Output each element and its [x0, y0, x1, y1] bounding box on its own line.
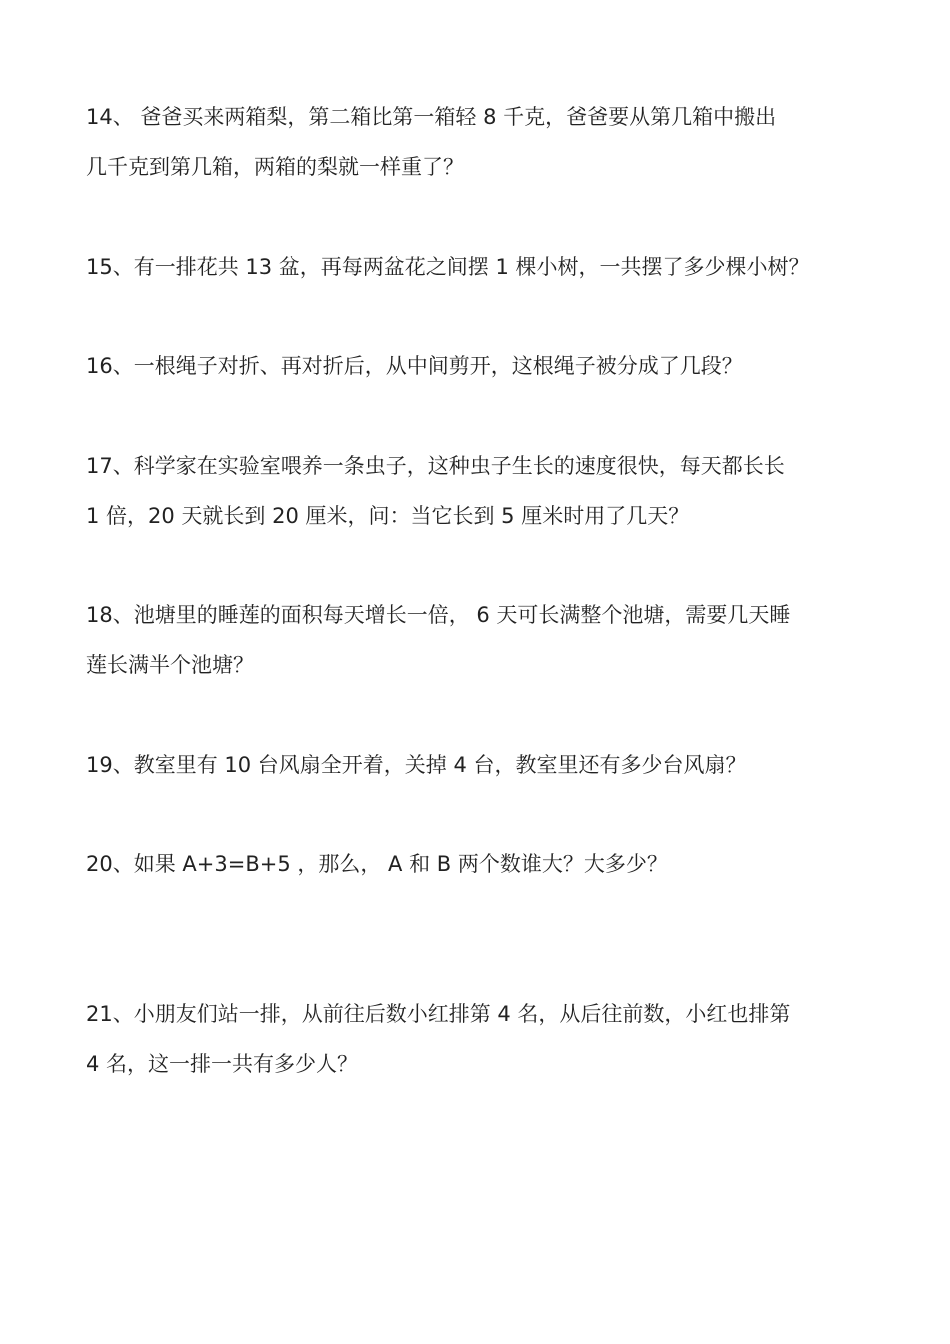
question-17-line-1: 17、科学家在实验室喂养一条虫子，这种虫子生长的速度很快，每天都长长	[86, 454, 785, 478]
question-16-line-1: 16、一根绳子对折、再对折后，从中间剪开，这根绳子被分成了几段？	[86, 354, 743, 378]
question-14-line-1: 14、 爸爸买来两箱梨，第二箱比第一箱轻 8 千克，爸爸要从第几箱中搬出	[86, 105, 777, 129]
question-21	[86, 989, 876, 1089]
question-14	[86, 92, 876, 192]
question-18	[86, 590, 876, 690]
question-20-line-1: 20、如果 A+3=B+5 ，那么， A 和 B 两个数谁大？大多少？	[86, 852, 668, 876]
question-19-line-1: 19、教室里有 10 台风扇全开着，关掉 4 台，教室里还有多少台风扇？	[86, 753, 747, 777]
question-21-line-2: 4 名，这一排一共有多少人？	[86, 1052, 359, 1076]
question-15-line-1: 15、有一排花共 13 盆，再每两盆花之间摆 1 棵小树，一共摆了多少棵小树？	[86, 255, 810, 279]
question-21-line-1: 21、小朋友们站一排，从前往后数小红排第 4 名，从后往前数，小红也排第	[86, 1002, 791, 1026]
question-18-line-1: 18、池塘里的睡莲的面积每天增长一倍， 6 天可长满整个池塘，需要几天睡	[86, 603, 791, 627]
question-14-line-2: 几千克到第几箱，两箱的梨就一样重了？	[86, 155, 464, 179]
question-17-line-2: 1 倍，20 天就长到 20 厘米，问：当它长到 5 厘米时用了几天？	[86, 504, 690, 528]
question-18-line-2: 莲长满半个池塘？	[86, 653, 254, 677]
question-16	[86, 341, 876, 391]
question-19	[86, 740, 876, 790]
question-20	[86, 839, 876, 889]
question-15	[86, 242, 876, 292]
question-17	[86, 441, 876, 541]
